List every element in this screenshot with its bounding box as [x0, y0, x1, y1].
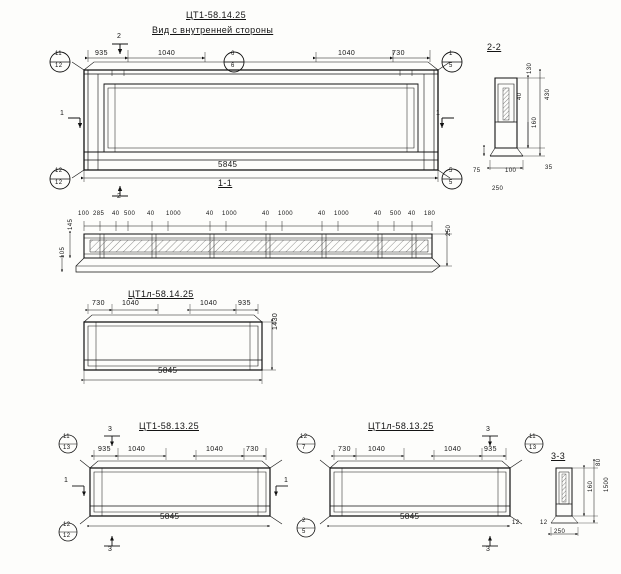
- dim-mid-3: 1040: [200, 300, 218, 307]
- dim-22-40: 40: [517, 92, 523, 100]
- dim-33-160: 160: [588, 480, 594, 492]
- dim-mid-length: 5845: [158, 366, 178, 375]
- dim-11-c5: 1000: [166, 211, 181, 217]
- title-bottom-right: ЦТ1л-58.13.25: [368, 421, 434, 431]
- dim-mid-height: 1430: [272, 312, 279, 330]
- title-section-1-1: 1-1: [218, 178, 233, 188]
- dim-11-c6: 40: [206, 211, 214, 217]
- cut-bl-1b: 1: [284, 477, 289, 484]
- mark-left-top-num: 11: [55, 51, 63, 57]
- mark-bl-den: 13: [63, 445, 71, 451]
- dim-33-1500: 1500: [604, 477, 610, 492]
- dim-11-c10: 40: [318, 211, 326, 217]
- dim-11-c9: 1000: [278, 211, 293, 217]
- dim-22-430: 430: [545, 88, 551, 100]
- dim-22-160: 160: [532, 116, 538, 128]
- dim-main-top-1: 935: [95, 50, 108, 57]
- mark-left-bottom-num: 12: [55, 168, 63, 174]
- dim-11-left-105: 105: [60, 246, 66, 258]
- dim-33-250: 250: [554, 529, 566, 535]
- mark-bc-num: 12: [300, 434, 308, 440]
- title-bottom-left: ЦТ1-58.13.25: [139, 421, 199, 431]
- dim-main-top-3: 1040: [338, 50, 356, 57]
- title-mark-left-mid: ЦТ1л-58.14.25: [128, 289, 194, 299]
- dim-22-100: 100: [505, 168, 517, 174]
- dim-11-c15: 180: [424, 211, 436, 217]
- dim-mid-1: 730: [92, 300, 105, 307]
- dim-bl-length: 5845: [160, 512, 180, 521]
- mark-top-center-num: 6: [231, 51, 235, 57]
- title-section-2-2: 2-2: [487, 42, 502, 52]
- section-tag-3-br-bottom: 3: [486, 546, 491, 553]
- mark-left-bottom-den: 12: [55, 180, 63, 186]
- mark-right-bottom-den: 5: [449, 180, 453, 186]
- dim-11-c11: 1000: [334, 211, 349, 217]
- dim-11-c1: 285: [93, 211, 105, 217]
- dim-11-c7: 1000: [222, 211, 237, 217]
- mark-bl2-num: 12: [63, 522, 71, 528]
- cut-label-right-1: 1: [436, 110, 441, 117]
- section-tag-3-br-top: 3: [486, 426, 491, 433]
- dim-br-4: 935: [484, 446, 497, 453]
- dim-main-top-2: 1040: [158, 50, 176, 57]
- mark-bc2-num: 2: [302, 518, 306, 524]
- mark-right-top-num: 1: [449, 51, 453, 57]
- dim-11-c14: 40: [408, 211, 416, 217]
- dim-11-c2: 40: [112, 211, 120, 217]
- dim-11-c12: 40: [374, 211, 382, 217]
- dim-11-c13: 500: [390, 211, 402, 217]
- dim-11-c0: 100: [78, 211, 90, 217]
- dim-11-c8: 40: [262, 211, 270, 217]
- mark-left-top-den: 12: [55, 63, 63, 69]
- mark-br-num: 11: [529, 434, 537, 440]
- dim-mid-4: 935: [238, 300, 251, 307]
- dim-22-250: 250: [492, 186, 504, 192]
- dim-br-2: 1040: [368, 446, 386, 453]
- dim-11-left-145: 145: [68, 218, 74, 230]
- mark-right-bottom-num: 5: [449, 168, 453, 174]
- dim-11-right-250: 250: [446, 224, 452, 236]
- dim-bl-3: 1040: [206, 446, 224, 453]
- dim-22-35: 35: [545, 165, 553, 171]
- dim-main-overall-length: 5845: [218, 160, 238, 169]
- mark-bl2-den: 12: [63, 533, 71, 539]
- mark-bl-num: 11: [63, 434, 71, 440]
- mark-bc2-den: 5: [302, 529, 306, 535]
- dim-br-3: 1040: [444, 446, 462, 453]
- title-main-mark: ЦТ1-58.14.25: [186, 10, 246, 20]
- mark-bc-den: 7: [302, 445, 306, 451]
- dim-br-length: 5845: [400, 512, 420, 521]
- section-tag-2-top: 2: [117, 33, 122, 40]
- title-main-caption: Вид с внутренней стороны: [152, 25, 274, 35]
- mark-br-12b: 12: [540, 520, 548, 526]
- section-tag-3-top: 3: [108, 426, 113, 433]
- dim-33-80: 80: [596, 458, 602, 466]
- mark-right-top-den: 5: [449, 63, 453, 69]
- cut-bl-1: 1: [64, 477, 69, 484]
- dim-11-c4: 40: [147, 211, 155, 217]
- dim-bl-1: 935: [98, 446, 111, 453]
- dim-mid-2: 1040: [122, 300, 140, 307]
- mark-top-center-den: 6: [231, 63, 235, 69]
- section-tag-3-bottom: 3: [108, 546, 113, 553]
- dim-22-75: 75: [473, 168, 481, 174]
- section-tag-2-bottom: 2: [117, 193, 122, 200]
- dim-br-1: 730: [338, 446, 351, 453]
- dim-11-c3: 500: [124, 211, 136, 217]
- cut-label-left-1: 1: [60, 110, 65, 117]
- mark-br-den: 13: [529, 445, 537, 451]
- mark-br-12a: 12: [512, 520, 520, 526]
- title-section-3-3: 3-3: [551, 451, 566, 461]
- dim-bl-4: 730: [246, 446, 259, 453]
- dim-bl-2: 1040: [128, 446, 146, 453]
- dim-22-130: 130: [527, 62, 533, 74]
- dim-main-top-4: 730: [392, 50, 405, 57]
